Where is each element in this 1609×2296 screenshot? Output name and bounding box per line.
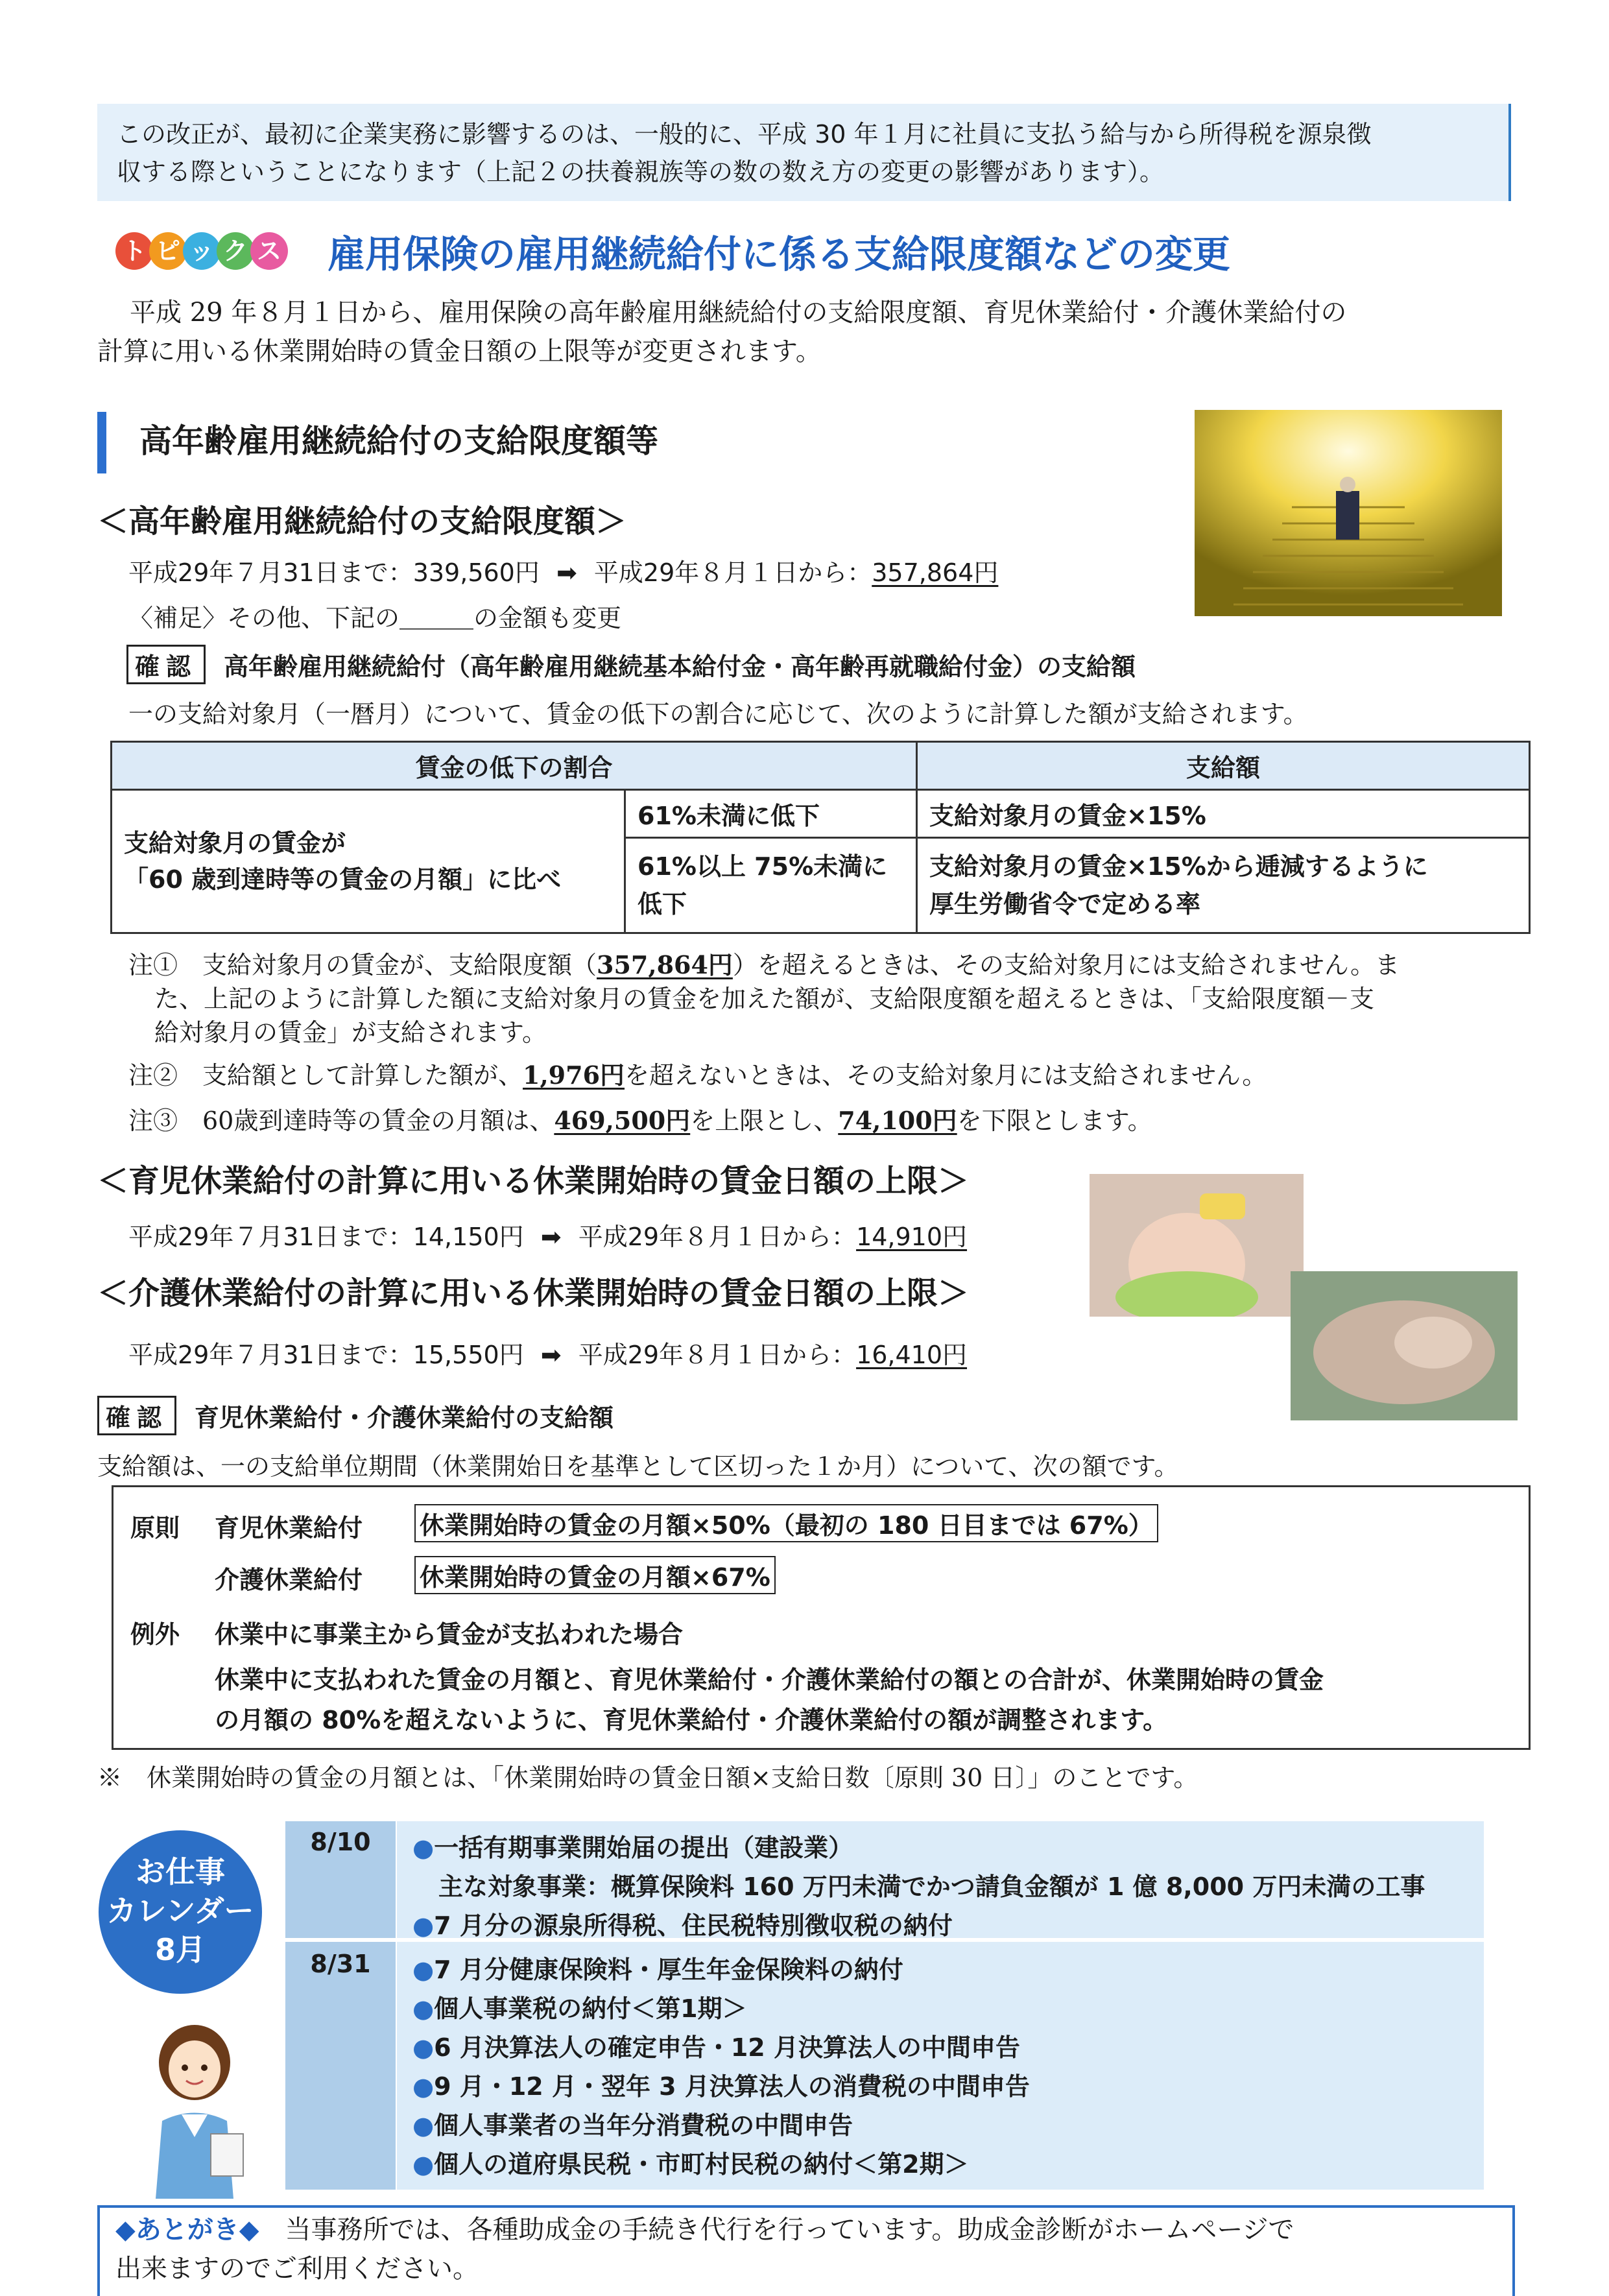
calendar-sub-item: 主な対象事業：概算保険料 160 万円未満でかつ請負金額が 1 億 8,000 万円未満の工事 xyxy=(438,1872,1425,1901)
note-2 xyxy=(128,1057,1267,1094)
stairs-photo xyxy=(1195,410,1502,616)
section-bar xyxy=(97,412,106,473)
gensoku-label: 原則 xyxy=(130,1514,180,1542)
table-row2-range-line1: 61%以上 75%未満に xyxy=(638,852,888,881)
table-row2-amount-line2: 厚生労働省令で定める率 xyxy=(929,890,1201,918)
calendar-item-text: 7 月分の源泉所得税、住民税特別徴収税の納付 xyxy=(434,1911,953,1940)
calendar-item xyxy=(412,2066,1030,2102)
limit-after-label: 平成29年８月１日から： xyxy=(593,558,872,587)
table-header-rate: 賃金の低下の割合 xyxy=(112,743,918,791)
ikuji-value: 休業開始時の賃金の月額×50%（最初の 180 日目までは 67%） xyxy=(414,1504,1158,1542)
bullet-icon: ● xyxy=(412,1955,435,1984)
topics-badge-char: ト xyxy=(115,232,153,270)
note-3-text: 注③ 60歳到達時等の賃金の月額は、 xyxy=(128,1106,554,1135)
topics-badge-char: ク xyxy=(217,232,254,270)
arrow-icon: ➡ xyxy=(540,1223,562,1251)
calendar-badge-line2: カレンダー xyxy=(106,1893,254,1928)
calendar-item xyxy=(412,1989,747,2024)
benefit-table xyxy=(110,741,1531,934)
topics-badge-char: ピ xyxy=(149,232,187,270)
calendar-date-0810: 8/10 xyxy=(310,1828,371,1856)
table-row2-range xyxy=(626,839,918,932)
note-3 xyxy=(128,1103,1152,1139)
footnote: ※ 休業開始時の賃金の月額とは、「休業開始時の賃金日額×支給日数〔原則 30 日〕」のことです。 xyxy=(97,1764,1198,1792)
kakunin-desc: 一の支給対象月（一暦月）について、賃金の低下の割合に応じて、次のように計算した額が支給されます。 xyxy=(128,700,1308,728)
topics-badge-char: ッ xyxy=(183,232,220,270)
arrow-icon: ➡ xyxy=(556,558,577,587)
nursing-subhead: ＜介護休業給付の計算に用いる休業開始時の賃金日額の上限＞ xyxy=(97,1275,970,1311)
bullet-icon: ● xyxy=(412,2150,435,2179)
table-row2-amount xyxy=(918,839,1529,932)
calendar-date-column xyxy=(285,1821,396,2190)
intro-note-line2: 収する際ということになります（上記２の扶養親族等の数の数え方の変更の影響があります）。 xyxy=(117,158,1165,186)
nursing-after-value: 16,410円 xyxy=(856,1341,968,1369)
afterword-head: ◆あとがき◆ xyxy=(115,2214,259,2245)
nursing-before: 平成29年７月31日まで：15,550円 xyxy=(128,1341,524,1369)
nursing-after-label: 平成29年８月１日から： xyxy=(578,1341,857,1369)
note-1-line1 xyxy=(128,947,1400,983)
note-3-upper: 469,500円 xyxy=(554,1106,691,1135)
office-worker-illustration xyxy=(139,2024,250,2199)
calendar-item xyxy=(412,2027,1020,2063)
reigai-label: 例外 xyxy=(130,1620,180,1649)
note-3-lower: 74,100円 xyxy=(838,1106,957,1135)
kakunin-label: 確認 xyxy=(126,645,206,684)
table-row1-range: 61%未満に低下 xyxy=(626,791,918,839)
calendar-item-text: 一括有期事業開始届の提出（建設業） xyxy=(434,1834,853,1862)
calendar-item-text: 9 月・12 月・翌年 3 月決算法人の消費税の中間申告 xyxy=(434,2072,1030,2101)
calendar-badge xyxy=(99,1830,262,1994)
topics-badge xyxy=(115,232,304,272)
note-1-value: 357,864円 xyxy=(597,950,733,979)
bullet-icon: ● xyxy=(412,1834,435,1862)
note-2-text: 注② 支給額として計算した額が、 xyxy=(128,1061,523,1090)
bullet-icon: ● xyxy=(412,1994,435,2023)
section-title: 高年齢雇用継続給付の支給限度額等 xyxy=(139,422,658,460)
limit-subhead: ＜高年齢雇用継続給付の支給限度額＞ xyxy=(97,503,627,540)
note-1-line2: た、上記のように計算した額に支給対象月の賃金を加えた額が、支給限度額を超えるときは、「支給限度額－支 xyxy=(154,985,1375,1013)
childcare-before: 平成29年７月31日まで：14,150円 xyxy=(128,1223,524,1251)
topics-lead-line1: 平成 29 年８月１日から、雇用保険の高年齢雇用継続給付の支給限度額、育児休業給付・介護休業給付の xyxy=(130,298,1347,328)
note-2-text-b: を超えないときは、その支給対象月には支給されません。 xyxy=(625,1061,1267,1090)
afterword-text: 当事務所では、各種助成金の手続き代行を行っています。助成金診断がホームページで xyxy=(259,2215,1294,2245)
calendar-item-text: 個人事業者の当年分消費税の中間申告 xyxy=(434,2111,853,2140)
calendar-item xyxy=(412,1828,853,1863)
reigai-line1: 休業中に支払われた賃金の月額と、育児休業給付・介護休業給付の額との合計が、休業開始時の賃金 xyxy=(215,1666,1324,1694)
limit-after-value: 357,864円 xyxy=(872,558,999,587)
calendar-item-text: 個人の道府県民税・市町村民税の納付＜第2期＞ xyxy=(434,2150,969,2179)
topics-title: 雇用保険の雇用継続給付に係る支給限度額などの変更 xyxy=(328,232,1231,276)
bullet-icon: ● xyxy=(412,2033,435,2062)
calendar-item xyxy=(412,2144,969,2180)
bullet-icon: ● xyxy=(412,2072,435,2101)
calendar-item xyxy=(412,1906,953,1941)
calendar-item xyxy=(412,1950,903,1985)
bullet-icon: ● xyxy=(412,2111,435,2140)
arrow-icon: ➡ xyxy=(540,1341,562,1369)
note-1-text: 注① 支給対象月の賃金が、支給限度額（ xyxy=(128,951,597,979)
nursing-change xyxy=(128,1335,967,1370)
table-condition-line1: 支給対象月の賃金が xyxy=(124,829,346,857)
topics-badge-char: ス xyxy=(250,232,288,270)
note-1-line3: 給対象月の賃金」が支給されます。 xyxy=(154,1018,547,1047)
table-header-amount: 支給額 xyxy=(918,743,1529,791)
kakunin2 xyxy=(97,1396,614,1435)
intro-note-line1: この改正が、最初に企業実務に影響するのは、一般的に、平成 30 年１月に社員に支払う給与から所得税を源泉徴 xyxy=(117,120,1372,149)
childcare-after-value: 14,910円 xyxy=(856,1223,968,1251)
ikuji-label: 育児休業給付 xyxy=(215,1514,363,1542)
calendar-badge-line1: お仕事 xyxy=(136,1854,225,1889)
note-3-text-c: を下限とします。 xyxy=(957,1106,1152,1135)
reigai-title: 休業中に事業主から賃金が支払われた場合 xyxy=(215,1620,684,1649)
table-row2-range-line2: 低下 xyxy=(638,890,687,918)
topics-lead-line2: 計算に用いる休業開始時の賃金日額の上限等が変更されます。 xyxy=(97,337,822,366)
table-condition-line2: 「60 歳到達時等の賃金の月額」に比べ xyxy=(124,865,562,894)
supplement-note: 〈補足〉その他、下記の＿＿＿の金額も変更 xyxy=(128,604,622,632)
note-1-text-b: ）を超えるときは、その支給対象月には支給されません。ま xyxy=(732,951,1400,979)
table-row1-amount: 支給対象月の賃金×15% xyxy=(918,791,1529,839)
benefit-box xyxy=(112,1485,1531,1750)
table-condition xyxy=(112,791,626,932)
kakunin1 xyxy=(126,645,1136,684)
table-row2-amount-line1: 支給対象月の賃金×15%から逓減するように xyxy=(929,852,1428,881)
calendar-item-text: 7 月分健康保険料・厚生年金保険料の納付 xyxy=(434,1955,903,1984)
calendar-item-text: 個人事業税の納付＜第1期＞ xyxy=(434,1994,747,2023)
reigai-line2: の月額の 80%を超えないように、育児休業給付・介護休業給付の額が調整されます。 xyxy=(215,1706,1168,1734)
kakunin-title: 高年齢雇用継続給付（高年齢雇用継続基本給付金・高年齢再就職給付金）の支給額 xyxy=(224,652,1136,681)
calendar-badge-line3: 8月 xyxy=(154,1932,206,1967)
afterword-line2: 出来ますのでご利用ください。 xyxy=(115,2254,479,2284)
kakunin2-title: 育児休業給付・介護休業給付の支給額 xyxy=(195,1404,614,1432)
childcare-after-label: 平成29年８月１日から： xyxy=(578,1223,857,1251)
baby-photo xyxy=(1090,1174,1304,1317)
kaigo-value: 休業開始時の賃金の月額×67% xyxy=(414,1556,776,1594)
intro-note xyxy=(97,104,1511,201)
childcare-subhead: ＜育児休業給付の計算に用いる休業開始時の賃金日額の上限＞ xyxy=(97,1163,970,1199)
kaigo-label: 介護休業給付 xyxy=(215,1566,363,1594)
calendar-date-0831: 8/31 xyxy=(310,1950,371,1978)
calendar-item xyxy=(412,2105,853,2141)
hands-photo xyxy=(1291,1271,1518,1420)
afterword-line1 xyxy=(115,2210,1497,2249)
limit-before: 平成29年７月31日まで：339,560円 xyxy=(128,558,540,587)
bullet-icon: ● xyxy=(412,1911,435,1940)
limit-change-line xyxy=(128,553,998,588)
kakunin2-label: 確認 xyxy=(97,1396,176,1435)
note-3-text-b: を上限とし、 xyxy=(690,1106,839,1135)
kakunin2-desc: 支給額は、一の支給単位期間（休業開始日を基準として区切った１か月）について、次の額です。 xyxy=(97,1452,1179,1481)
afterword xyxy=(97,2205,1515,2296)
note-2-value: 1,976円 xyxy=(523,1060,625,1090)
childcare-change xyxy=(128,1217,967,1252)
calendar-item-text: 6 月決算法人の確定申告・12 月決算法人の中間申告 xyxy=(434,2033,1020,2062)
